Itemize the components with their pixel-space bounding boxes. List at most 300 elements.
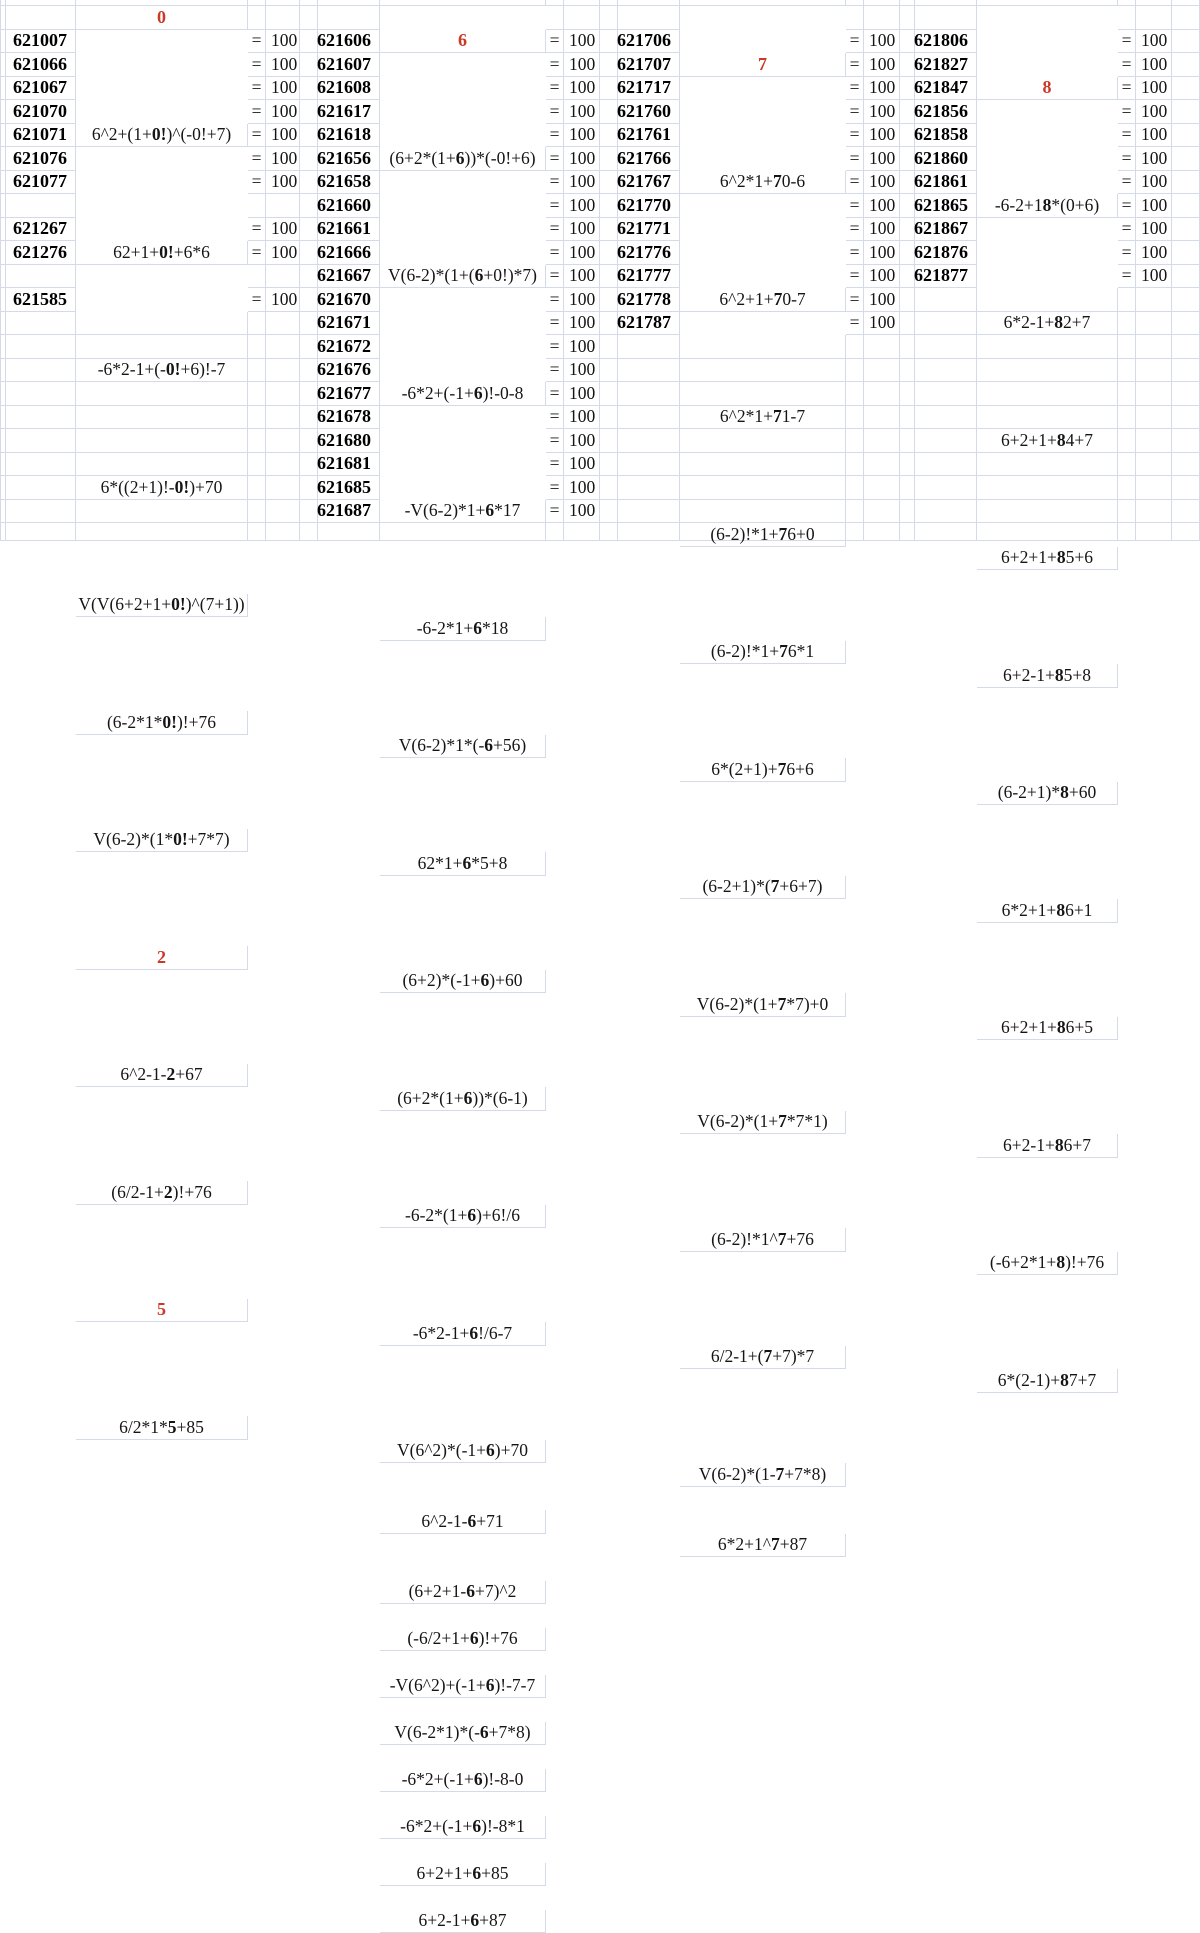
row-id-cell[interactable]: 621706	[618, 30, 680, 54]
expression-cell[interactable]: V(6-2)*(1+ 7 *7)+0	[680, 993, 846, 1017]
expression-cell[interactable]: 6+2+1+ 6 +85	[380, 1863, 546, 1887]
result-cell[interactable]: 100	[564, 218, 600, 242]
equals-cell[interactable]: =	[248, 147, 266, 171]
group-header-cell[interactable]: 5	[76, 1299, 248, 1323]
grid-cell[interactable]	[680, 500, 846, 524]
grid-cell[interactable]	[1136, 500, 1172, 524]
equals-cell[interactable]: =	[546, 359, 564, 383]
result-cell[interactable]: 100	[266, 171, 300, 195]
grid-cell[interactable]	[266, 6, 300, 30]
expression-cell[interactable]: 6*2+1^ 7 +87	[680, 1534, 846, 1558]
grid-cell[interactable]	[600, 288, 618, 312]
grid-cell[interactable]	[76, 406, 248, 430]
grid-cell[interactable]	[900, 312, 915, 336]
grid-cell[interactable]	[846, 6, 864, 30]
grid-cell[interactable]	[900, 359, 915, 383]
expression-cell[interactable]: V(6-2)*(1+ 7 *7*1)	[680, 1111, 846, 1135]
equals-cell[interactable]: =	[546, 241, 564, 265]
equals-cell[interactable]: =	[248, 218, 266, 242]
row-id-cell[interactable]: 621672	[318, 335, 380, 359]
grid-cell[interactable]	[1172, 335, 1200, 359]
grid-cell[interactable]	[300, 335, 318, 359]
equals-cell[interactable]: =	[546, 406, 564, 430]
row-id-cell[interactable]: 621847	[915, 77, 977, 101]
equals-cell[interactable]: =	[846, 312, 864, 336]
grid-cell[interactable]	[1172, 265, 1200, 289]
grid-cell[interactable]	[1118, 288, 1136, 312]
expression-cell[interactable]: -6*2+(-1+ 6 )!-8*1	[380, 1816, 546, 1840]
grid-cell[interactable]	[248, 453, 266, 477]
expression-cell[interactable]: (6-2)!*1+ 7 6*1	[680, 641, 846, 665]
equals-cell[interactable]: =	[846, 218, 864, 242]
grid-cell[interactable]	[900, 241, 915, 265]
row-id-cell[interactable]: 621681	[318, 453, 380, 477]
grid-cell[interactable]	[1136, 335, 1172, 359]
equals-cell[interactable]: =	[248, 171, 266, 195]
grid-cell[interactable]	[846, 523, 864, 541]
equals-cell[interactable]: =	[546, 453, 564, 477]
result-cell[interactable]: 100	[1136, 241, 1172, 265]
grid-cell[interactable]	[1136, 288, 1172, 312]
grid-cell[interactable]	[1172, 312, 1200, 336]
expression-cell[interactable]: V(6-2)*(1- 7 +7*8)	[680, 1463, 846, 1487]
row-id-cell[interactable]: 621685	[318, 476, 380, 500]
equals-cell[interactable]: =	[546, 288, 564, 312]
result-cell[interactable]: 100	[564, 335, 600, 359]
grid-cell[interactable]	[1136, 382, 1172, 406]
grid-cell[interactable]	[915, 335, 977, 359]
result-cell[interactable]: 100	[266, 100, 300, 124]
grid-cell[interactable]	[300, 429, 318, 453]
expression-cell[interactable]: (-6+2*1+ 8 )!+76	[977, 1252, 1118, 1276]
expression-cell[interactable]: 6^2+1+ 7 0-7	[680, 288, 846, 312]
result-cell[interactable]: 100	[564, 147, 600, 171]
grid-cell[interactable]	[300, 359, 318, 383]
grid-cell[interactable]	[977, 359, 1118, 383]
result-cell[interactable]: 100	[1136, 171, 1172, 195]
equals-cell[interactable]: =	[1118, 124, 1136, 148]
expression-cell[interactable]: 6*2+1+ 8 6+1	[977, 899, 1118, 923]
row-id-cell[interactable]: 621585	[6, 288, 76, 312]
grid-cell[interactable]	[915, 476, 977, 500]
row-id-cell[interactable]: 621766	[618, 147, 680, 171]
expression-cell[interactable]: -6*2-1+(- 0! +6)!-7	[76, 359, 248, 383]
row-id-cell[interactable]: 621877	[915, 265, 977, 289]
grid-cell[interactable]	[915, 359, 977, 383]
grid-cell[interactable]	[1136, 476, 1172, 500]
equals-cell[interactable]: =	[846, 100, 864, 124]
grid-cell[interactable]	[1118, 335, 1136, 359]
grid-cell[interactable]	[1172, 77, 1200, 101]
grid-cell[interactable]	[266, 312, 300, 336]
grid-cell[interactable]	[1172, 6, 1200, 30]
equals-cell[interactable]: =	[1118, 171, 1136, 195]
equals-cell[interactable]: =	[1118, 194, 1136, 218]
grid-cell[interactable]	[300, 100, 318, 124]
result-cell[interactable]: 100	[864, 100, 900, 124]
grid-cell[interactable]	[600, 6, 618, 30]
equals-cell[interactable]: =	[846, 171, 864, 195]
row-id-cell[interactable]: 621067	[6, 77, 76, 101]
grid-cell[interactable]	[915, 429, 977, 453]
expression-cell[interactable]: V(6-2)*(1* 0! +7*7)	[76, 829, 248, 853]
expression-cell[interactable]: 6^2*1+ 7 1-7	[680, 406, 846, 430]
result-cell[interactable]: 100	[564, 382, 600, 406]
result-cell[interactable]: 100	[564, 194, 600, 218]
row-id-cell[interactable]: 621007	[6, 30, 76, 54]
grid-cell[interactable]	[248, 312, 266, 336]
grid-cell[interactable]	[900, 218, 915, 242]
grid-cell[interactable]	[618, 406, 680, 430]
grid-cell[interactable]	[618, 476, 680, 500]
result-cell[interactable]: 100	[564, 476, 600, 500]
equals-cell[interactable]: =	[248, 124, 266, 148]
grid-cell[interactable]	[900, 476, 915, 500]
grid-cell[interactable]	[600, 30, 618, 54]
result-cell[interactable]: 100	[564, 406, 600, 430]
row-id-cell[interactable]: 621827	[915, 53, 977, 77]
equals-cell[interactable]: =	[846, 30, 864, 54]
grid-cell[interactable]	[915, 382, 977, 406]
expression-cell[interactable]: 6+2+1+ 8 4+7	[977, 429, 1118, 453]
grid-cell[interactable]	[977, 523, 1118, 541]
expression-cell[interactable]: 6^2*1+ 7 0-6	[680, 171, 846, 195]
row-id-cell[interactable]: 621656	[318, 147, 380, 171]
grid-cell[interactable]	[846, 453, 864, 477]
grid-cell[interactable]	[76, 335, 248, 359]
row-id-cell[interactable]: 621660	[318, 194, 380, 218]
grid-cell[interactable]	[977, 382, 1118, 406]
row-id-cell[interactable]: 621858	[915, 124, 977, 148]
expression-cell[interactable]: (6/2-1+ 2 )!+76	[76, 1181, 248, 1205]
row-id-cell[interactable]: 621778	[618, 288, 680, 312]
grid-cell[interactable]	[680, 429, 846, 453]
grid-cell[interactable]	[618, 335, 680, 359]
grid-cell[interactable]	[600, 53, 618, 77]
grid-cell[interactable]	[864, 382, 900, 406]
expression-cell[interactable]: V(6-2)*1*(- 6 +56)	[380, 735, 546, 759]
grid-cell[interactable]	[915, 406, 977, 430]
grid-cell[interactable]	[266, 500, 300, 524]
grid-cell[interactable]	[1118, 453, 1136, 477]
expression-cell[interactable]: (6-2)!*1+ 7 6+0	[680, 523, 846, 547]
grid-cell[interactable]	[846, 500, 864, 524]
grid-cell[interactable]	[266, 382, 300, 406]
grid-cell[interactable]	[248, 265, 266, 289]
grid-cell[interactable]	[1118, 429, 1136, 453]
grid-cell[interactable]	[546, 6, 564, 30]
equals-cell[interactable]: =	[1118, 265, 1136, 289]
grid-cell[interactable]	[977, 476, 1118, 500]
grid-cell[interactable]	[76, 382, 248, 406]
grid-cell[interactable]	[977, 406, 1118, 430]
row-id-cell[interactable]: 621787	[618, 312, 680, 336]
grid-cell[interactable]	[1118, 359, 1136, 383]
expression-cell[interactable]: (6+2*(1+ 6 ))*(6-1)	[380, 1087, 546, 1111]
expression-cell[interactable]: (6-2)!*1^ 7 +76	[680, 1228, 846, 1252]
expression-cell[interactable]: -6-2*(1+ 6 )+6!/6	[380, 1205, 546, 1229]
grid-cell[interactable]	[600, 476, 618, 500]
result-cell[interactable]: 100	[564, 30, 600, 54]
result-cell[interactable]: 100	[564, 265, 600, 289]
row-id-cell[interactable]: 621861	[915, 171, 977, 195]
equals-cell[interactable]: =	[248, 288, 266, 312]
grid-cell[interactable]	[600, 406, 618, 430]
expression-cell[interactable]: V(6^2)*(-1+ 6 )+70	[380, 1440, 546, 1464]
grid-cell[interactable]	[76, 453, 248, 477]
grid-cell[interactable]	[600, 77, 618, 101]
grid-cell[interactable]	[1136, 312, 1172, 336]
grid-cell[interactable]	[600, 194, 618, 218]
row-id-cell[interactable]: 621667	[318, 265, 380, 289]
grid-cell[interactable]	[1136, 429, 1172, 453]
grid-cell[interactable]	[846, 335, 864, 359]
expression-cell[interactable]: 6+2-1+ 8 6+7	[977, 1134, 1118, 1158]
grid-cell[interactable]	[846, 406, 864, 430]
expression-cell[interactable]: -6-2*1+ 6 *18	[380, 617, 546, 641]
equals-cell[interactable]: =	[248, 53, 266, 77]
grid-cell[interactable]	[1172, 382, 1200, 406]
row-id-cell[interactable]: 621770	[618, 194, 680, 218]
result-cell[interactable]: 100	[266, 53, 300, 77]
grid-cell[interactable]	[300, 124, 318, 148]
row-id-cell[interactable]: 621671	[318, 312, 380, 336]
expression-cell[interactable]: (6-2+1)*( 7 +6+7)	[680, 876, 846, 900]
grid-cell[interactable]	[864, 406, 900, 430]
grid-cell[interactable]	[864, 359, 900, 383]
equals-cell[interactable]: =	[546, 147, 564, 171]
result-cell[interactable]: 100	[864, 124, 900, 148]
grid-cell[interactable]	[1172, 147, 1200, 171]
result-cell[interactable]: 100	[564, 359, 600, 383]
grid-cell[interactable]	[1118, 500, 1136, 524]
grid-cell[interactable]	[1172, 100, 1200, 124]
result-cell[interactable]: 100	[564, 312, 600, 336]
row-id-cell[interactable]: 621876	[915, 241, 977, 265]
equals-cell[interactable]: =	[546, 335, 564, 359]
grid-cell[interactable]	[900, 288, 915, 312]
expression-cell[interactable]: 6*2-1+ 8 2+7	[977, 312, 1118, 336]
row-id-cell[interactable]: 621077	[6, 171, 76, 195]
result-cell[interactable]: 100	[1136, 218, 1172, 242]
grid-cell[interactable]	[680, 382, 846, 406]
result-cell[interactable]: 100	[564, 288, 600, 312]
grid-cell[interactable]	[248, 335, 266, 359]
equals-cell[interactable]: =	[248, 30, 266, 54]
result-cell[interactable]: 100	[864, 218, 900, 242]
expression-cell[interactable]: 6+2-1+ 8 5+8	[977, 664, 1118, 688]
grid-cell[interactable]	[864, 429, 900, 453]
row-id-cell[interactable]: 621076	[6, 147, 76, 171]
grid-cell[interactable]	[300, 406, 318, 430]
grid-cell[interactable]	[618, 523, 680, 541]
grid-cell[interactable]	[900, 453, 915, 477]
grid-cell[interactable]	[76, 429, 248, 453]
grid-cell[interactable]	[1118, 406, 1136, 430]
grid-cell[interactable]	[300, 6, 318, 30]
row-id-cell[interactable]: 621677	[318, 382, 380, 406]
row-id-cell[interactable]: 621865	[915, 194, 977, 218]
grid-cell[interactable]	[76, 523, 248, 541]
expression-cell[interactable]: -V(6-2)*1+ 6 *17	[380, 500, 546, 524]
grid-cell[interactable]	[915, 288, 977, 312]
row-id-cell[interactable]: 621661	[318, 218, 380, 242]
grid-cell[interactable]	[248, 406, 266, 430]
grid-cell[interactable]	[846, 382, 864, 406]
expression-cell[interactable]: -6*2+(-1+ 6 )!-0-8	[380, 382, 546, 406]
result-cell[interactable]: 100	[864, 30, 900, 54]
grid-cell[interactable]	[1172, 30, 1200, 54]
equals-cell[interactable]: =	[846, 265, 864, 289]
grid-cell[interactable]	[900, 53, 915, 77]
equals-cell[interactable]: =	[1118, 53, 1136, 77]
row-id-cell[interactable]: 621071	[6, 124, 76, 148]
grid-cell[interactable]	[300, 30, 318, 54]
grid-cell[interactable]	[600, 124, 618, 148]
row-id-cell[interactable]: 621717	[618, 77, 680, 101]
result-cell[interactable]: 100	[864, 171, 900, 195]
grid-cell[interactable]	[680, 476, 846, 500]
grid-cell[interactable]	[6, 194, 76, 218]
equals-cell[interactable]: =	[846, 124, 864, 148]
equals-cell[interactable]: =	[546, 218, 564, 242]
equals-cell[interactable]: =	[846, 288, 864, 312]
expression-cell[interactable]: (6+2+1- 6 +7)^2	[380, 1581, 546, 1605]
grid-cell[interactable]	[300, 147, 318, 171]
grid-cell[interactable]	[600, 147, 618, 171]
grid-cell[interactable]	[266, 265, 300, 289]
row-id-cell[interactable]: 621607	[318, 53, 380, 77]
grid-cell[interactable]	[864, 453, 900, 477]
grid-cell[interactable]	[1172, 171, 1200, 195]
equals-cell[interactable]: =	[546, 500, 564, 524]
group-header-cell[interactable]: 7	[680, 53, 846, 77]
grid-cell[interactable]	[1118, 382, 1136, 406]
equals-cell[interactable]: =	[846, 194, 864, 218]
grid-cell[interactable]	[6, 312, 76, 336]
grid-cell[interactable]	[1172, 523, 1200, 541]
grid-cell[interactable]	[846, 359, 864, 383]
expression-cell[interactable]: (6+2*(1+ 6 ))*(-0!+6)	[380, 147, 546, 171]
grid-cell[interactable]	[900, 429, 915, 453]
grid-cell[interactable]	[1172, 406, 1200, 430]
equals-cell[interactable]: =	[846, 241, 864, 265]
expression-cell[interactable]: 6+2+1+ 8 5+6	[977, 547, 1118, 571]
grid-cell[interactable]	[618, 429, 680, 453]
grid-cell[interactable]	[6, 523, 76, 541]
expression-cell[interactable]: 6^2+(1+ 0! )^(-0!+7)	[76, 124, 248, 148]
grid-cell[interactable]	[380, 523, 546, 541]
row-id-cell[interactable]: 621658	[318, 171, 380, 195]
result-cell[interactable]: 100	[1136, 30, 1172, 54]
result-cell[interactable]: 100	[564, 453, 600, 477]
row-id-cell[interactable]: 621676	[318, 359, 380, 383]
grid-cell[interactable]	[6, 406, 76, 430]
grid-cell[interactable]	[248, 429, 266, 453]
grid-cell[interactable]	[1136, 6, 1172, 30]
result-cell[interactable]: 100	[1136, 124, 1172, 148]
grid-cell[interactable]	[864, 500, 900, 524]
row-id-cell[interactable]: 621618	[318, 124, 380, 148]
grid-cell[interactable]	[900, 523, 915, 541]
grid-cell[interactable]	[900, 335, 915, 359]
grid-cell[interactable]	[900, 6, 915, 30]
row-id-cell[interactable]: 621767	[618, 171, 680, 195]
grid-cell[interactable]	[1172, 124, 1200, 148]
expression-cell[interactable]: -6-2+1 8 *(0+6)	[977, 194, 1118, 218]
group-header-cell[interactable]: 8	[977, 77, 1118, 101]
result-cell[interactable]: 100	[1136, 194, 1172, 218]
result-cell[interactable]: 100	[564, 124, 600, 148]
grid-cell[interactable]	[600, 100, 618, 124]
grid-cell[interactable]	[318, 523, 380, 541]
grid-cell[interactable]	[248, 523, 266, 541]
row-id-cell[interactable]: 621608	[318, 77, 380, 101]
equals-cell[interactable]: =	[248, 100, 266, 124]
grid-cell[interactable]	[1172, 429, 1200, 453]
group-header-cell[interactable]: 0	[76, 6, 248, 30]
grid-cell[interactable]	[977, 453, 1118, 477]
equals-cell[interactable]: =	[546, 382, 564, 406]
grid-cell[interactable]	[76, 500, 248, 524]
grid-cell[interactable]	[1118, 476, 1136, 500]
row-id-cell[interactable]: 621666	[318, 241, 380, 265]
grid-cell[interactable]	[600, 241, 618, 265]
grid-cell[interactable]	[300, 194, 318, 218]
grid-cell[interactable]	[680, 453, 846, 477]
grid-cell[interactable]	[266, 453, 300, 477]
grid-cell[interactable]	[977, 500, 1118, 524]
row-id-cell[interactable]: 621860	[915, 147, 977, 171]
equals-cell[interactable]: =	[1118, 77, 1136, 101]
expression-cell[interactable]: 62+1+ 0! +6*6	[76, 241, 248, 265]
result-cell[interactable]: 100	[564, 241, 600, 265]
grid-cell[interactable]	[1172, 218, 1200, 242]
grid-cell[interactable]	[600, 335, 618, 359]
grid-cell[interactable]	[1118, 523, 1136, 541]
grid-cell[interactable]	[915, 312, 977, 336]
result-cell[interactable]: 100	[1136, 77, 1172, 101]
grid-cell[interactable]	[300, 453, 318, 477]
expression-cell[interactable]: (6+2)*(-1+ 6 )+60	[380, 970, 546, 994]
result-cell[interactable]: 100	[1136, 53, 1172, 77]
grid-cell[interactable]	[300, 476, 318, 500]
grid-cell[interactable]	[1118, 312, 1136, 336]
grid-cell[interactable]	[900, 500, 915, 524]
row-id-cell[interactable]: 621777	[618, 265, 680, 289]
result-cell[interactable]: 100	[864, 312, 900, 336]
row-id-cell[interactable]: 621617	[318, 100, 380, 124]
grid-cell[interactable]	[977, 335, 1118, 359]
grid-cell[interactable]	[6, 500, 76, 524]
expression-cell[interactable]: 62*1+ 6 *5+8	[380, 852, 546, 876]
grid-cell[interactable]	[318, 6, 380, 30]
equals-cell[interactable]: =	[546, 124, 564, 148]
grid-cell[interactable]	[977, 288, 1118, 312]
result-cell[interactable]: 100	[564, 500, 600, 524]
equals-cell[interactable]: =	[1118, 147, 1136, 171]
grid-cell[interactable]	[618, 6, 680, 30]
grid-cell[interactable]	[6, 382, 76, 406]
equals-cell[interactable]: =	[546, 476, 564, 500]
grid-cell[interactable]	[248, 476, 266, 500]
equals-cell[interactable]: =	[546, 171, 564, 195]
grid-cell[interactable]	[600, 312, 618, 336]
equals-cell[interactable]: =	[546, 194, 564, 218]
grid-cell[interactable]	[266, 476, 300, 500]
row-id-cell[interactable]: 621856	[915, 100, 977, 124]
grid-cell[interactable]	[266, 429, 300, 453]
